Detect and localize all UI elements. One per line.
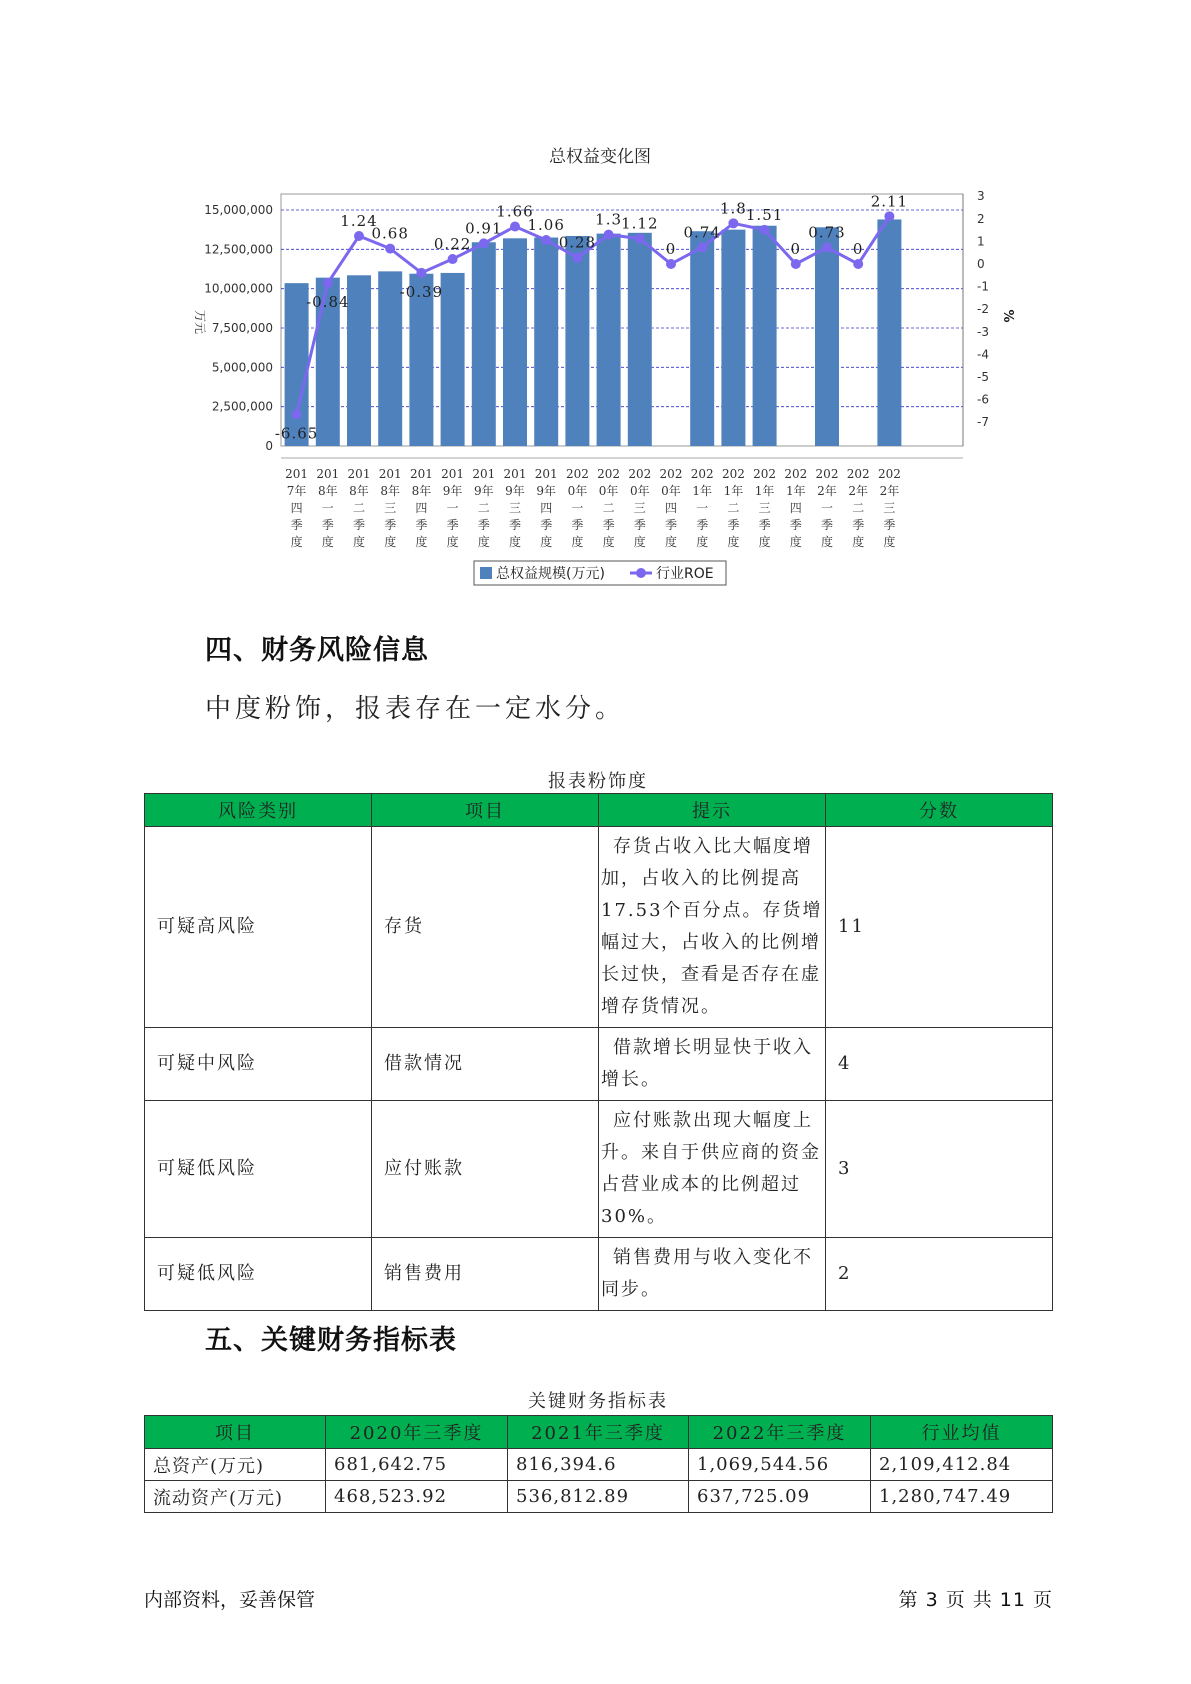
metrics-table-caption: 关键财务指标表	[528, 1391, 668, 1412]
table-row	[145, 1449, 1053, 1481]
header-2022q3: 2022年三季度	[689, 1416, 871, 1449]
roe-point	[760, 225, 770, 235]
bar	[628, 233, 652, 446]
legend-bar-label: 总权益规模(万元)	[496, 566, 605, 582]
roe-data-label: -0.84	[306, 292, 350, 311]
y2-tick-label: 0	[977, 257, 985, 271]
y2-tick-label: 2	[977, 211, 985, 226]
table-row	[145, 1481, 1053, 1513]
bar	[503, 238, 527, 446]
bar	[285, 283, 309, 446]
roe-data-label: 0.74	[683, 223, 721, 242]
chart-title: 总权益变化图	[549, 147, 651, 167]
x-tick-label: 202 1年四季度	[784, 467, 808, 549]
bar	[441, 273, 465, 446]
x-tick-label: 202 0年四季度	[659, 467, 683, 549]
bar	[877, 219, 901, 446]
footer-page-number: 第 3 页 共 11 页	[898, 1589, 1053, 1611]
risk-score-cell: 4	[826, 1028, 1053, 1101]
y-tick-label: 10,000,000	[204, 281, 273, 296]
bar	[815, 227, 839, 446]
risk-category-cell: 可疑高风险	[145, 827, 372, 1028]
y-axis-label: 万元	[193, 309, 207, 335]
risk-category-cell: 可疑中风险	[145, 1028, 372, 1101]
roe-data-label: 1.51	[745, 205, 784, 224]
bar	[690, 231, 714, 446]
roe-point	[292, 409, 302, 419]
roe-data-label: 0.22	[433, 235, 472, 254]
bar	[378, 271, 402, 446]
x-tick-label: 202 2年二季度	[846, 467, 870, 549]
x-tick-label: 201 7年四季度	[285, 467, 309, 549]
roe-data-label: -0.39	[399, 282, 444, 301]
bar	[472, 242, 496, 446]
x-tick-label: 202 1年三季度	[753, 467, 777, 549]
risk-table-header-row	[145, 794, 1053, 827]
roe-data-label: 1.3	[595, 210, 623, 229]
legend-line-label: 行业ROE	[656, 566, 714, 582]
metric-name-cell: 总资产(万元)	[145, 1449, 326, 1481]
y-tick-label: 12,500,000	[204, 242, 273, 257]
x-tick-label: 201 8年四季度	[409, 467, 433, 549]
header-risk-category: 风险类别	[145, 794, 372, 827]
roe-point	[572, 253, 582, 263]
x-tick-label: 201 9年四季度	[534, 467, 558, 549]
x-tick-label: 201 9年二季度	[472, 467, 496, 549]
metric-value-cell: 468,523.92	[326, 1481, 508, 1513]
risk-table	[144, 793, 1053, 1311]
risk-hint-cell: 销售费用与收入变化不同步。	[599, 1238, 826, 1311]
risk-category-cell: 可疑低风险	[145, 1238, 372, 1311]
risk-item-cell: 应付账款	[372, 1101, 599, 1238]
y2-tick-label: -2	[977, 302, 989, 317]
roe-data-label: 1.66	[496, 202, 534, 221]
header-hint: 提示	[599, 794, 826, 827]
roe-data-label: 1.24	[340, 211, 378, 230]
x-tick-label: 201 8年二季度	[347, 467, 371, 549]
metric-value-cell: 1,069,544.56	[689, 1449, 871, 1481]
y2-tick-label: -4	[977, 347, 989, 362]
header-score: 分数	[826, 794, 1053, 827]
y-tick-label: 0	[265, 439, 273, 453]
risk-category-cell: 可疑低风险	[145, 1101, 372, 1238]
metric-value-cell: 1,280,747.49	[871, 1481, 1053, 1513]
risk-hint-cell: 存货占收入比大幅度增加，占收入的比例提高17.53个百分点。存货增幅过大，占收入的比例增长过快，查看是否存在虚增存货情况。	[599, 827, 826, 1028]
roe-data-label: 2.11	[870, 192, 909, 211]
x-tick-label: 201 9年三季度	[503, 467, 527, 549]
y2-tick-label: -5	[977, 370, 989, 384]
risk-score-cell: 2	[826, 1238, 1053, 1311]
roe-point	[385, 244, 395, 254]
risk-section-heading: 四、财务风险信息	[205, 635, 429, 666]
table-row	[145, 827, 1053, 1028]
bar	[534, 238, 558, 446]
table-row	[145, 1028, 1053, 1101]
roe-data-label: 0	[665, 240, 677, 258]
risk-score-cell: 11	[826, 827, 1053, 1028]
header-industry-avg: 行业均值	[871, 1416, 1053, 1449]
y-tick-label: 5,000,000	[211, 360, 273, 375]
roe-data-label: 1.12	[621, 214, 659, 233]
y-tick-label: 2,500,000	[211, 399, 273, 414]
y2-axis-label: %	[1000, 309, 1015, 323]
equity-chart	[150, 130, 1015, 610]
y2-tick-label: 3	[977, 189, 985, 204]
x-tick-label: 201 8年一季度	[316, 467, 340, 549]
y2-tick-label: 1	[977, 234, 985, 249]
roe-point	[541, 235, 551, 245]
roe-point	[604, 230, 614, 240]
roe-point	[416, 268, 426, 278]
roe-data-label: 0.73	[808, 223, 846, 242]
metric-value-cell: 536,812.89	[508, 1481, 689, 1513]
bar	[721, 230, 745, 446]
roe-data-label: -6.65	[274, 424, 319, 443]
header-item: 项目	[372, 794, 599, 827]
bar	[347, 275, 371, 446]
roe-data-label: 0.68	[371, 224, 409, 243]
risk-item-cell: 借款情况	[372, 1028, 599, 1101]
risk-score-cell: 3	[826, 1101, 1053, 1238]
metric-value-cell: 2,109,412.84	[871, 1449, 1053, 1481]
legend-bar-swatch	[480, 567, 492, 579]
risk-item-cell: 销售费用	[372, 1238, 599, 1311]
y-tick-label: 15,000,000	[204, 203, 273, 217]
risk-table-caption: 报表粉饰度	[548, 771, 648, 792]
roe-data-label: 1.06	[527, 216, 565, 235]
roe-data-label: 0.28	[558, 233, 597, 252]
roe-data-label: 1.8	[719, 199, 747, 218]
roe-point	[697, 242, 707, 252]
x-tick-label: 201 8年三季度	[378, 467, 402, 549]
roe-data-label: 0.91	[465, 219, 503, 238]
y2-tick-label: -3	[977, 324, 989, 339]
header-2021q3: 2021年三季度	[508, 1416, 689, 1449]
x-tick-label: 202 1年二季度	[721, 467, 745, 549]
x-tick-label: 202 0年三季度	[628, 467, 652, 549]
roe-data-label: 0	[790, 240, 802, 258]
roe-point	[822, 243, 832, 253]
roe-point	[853, 259, 863, 269]
roe-point	[666, 259, 676, 269]
metrics-table-header-row	[145, 1416, 1053, 1449]
risk-hint-cell: 应付账款出现大幅度上升。来自于供应商的资金占营业成本的比例超过30%。	[599, 1101, 826, 1238]
roe-point	[448, 254, 458, 264]
metric-value-cell: 637,725.09	[689, 1481, 871, 1513]
metrics-section-heading: 五、关键财务指标表	[205, 1325, 457, 1356]
roe-point	[354, 231, 364, 241]
legend-line-marker	[636, 568, 646, 578]
y2-tick-label: -7	[977, 415, 989, 430]
risk-hint-cell: 借款增长明显快于收入增长。	[599, 1028, 826, 1101]
roe-point	[479, 238, 489, 248]
table-row	[145, 1101, 1053, 1238]
y-tick-label: 7,500,000	[211, 321, 273, 335]
metric-value-cell: 681,642.75	[326, 1449, 508, 1481]
roe-point	[791, 259, 801, 269]
risk-item-cell: 存货	[372, 827, 599, 1028]
table-row	[145, 1238, 1053, 1311]
x-tick-label: 202 2年一季度	[815, 467, 839, 549]
x-tick-label: 201 9年一季度	[441, 467, 465, 549]
y2-tick-label: -1	[977, 279, 989, 294]
footer-confidential-note: 内部资料，妥善保管	[144, 1589, 316, 1611]
roe-point	[323, 278, 333, 288]
x-tick-label: 202 0年二季度	[597, 467, 621, 549]
risk-summary: 中度粉饰，报表存在一定水分。	[205, 694, 626, 724]
roe-point	[884, 211, 894, 221]
roe-point	[510, 221, 520, 231]
x-tick-label: 202 2年三季度	[877, 467, 901, 549]
y2-tick-label: -6	[977, 392, 989, 407]
x-tick-label: 202 0年一季度	[565, 467, 589, 549]
x-tick-label: 202 1年一季度	[690, 467, 714, 549]
header-2020q3: 2020年三季度	[326, 1416, 508, 1449]
metrics-table	[144, 1415, 1053, 1513]
roe-point	[728, 218, 738, 228]
bar	[753, 226, 777, 446]
metric-name-cell: 流动资产(万元)	[145, 1481, 326, 1513]
metric-value-cell: 816,394.6	[508, 1449, 689, 1481]
roe-data-label: 0	[852, 240, 864, 258]
bar	[565, 236, 589, 446]
bar	[597, 234, 621, 446]
roe-point	[635, 234, 645, 244]
header-metric-item: 项目	[145, 1416, 326, 1449]
